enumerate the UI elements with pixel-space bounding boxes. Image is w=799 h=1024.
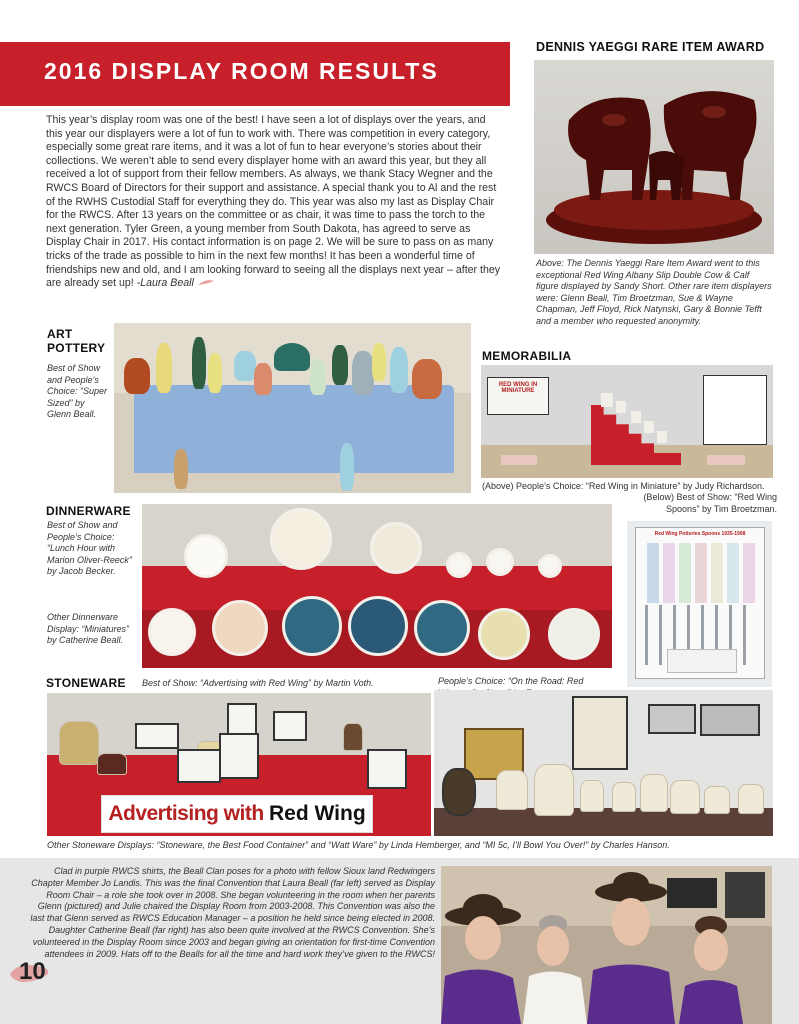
- art-pottery-heading-line1: ART: [47, 327, 73, 341]
- art-pottery-caption: Best of Show and People’s Choice: “Super Sized” by Glenn Beall.: [47, 363, 108, 419]
- page-title: 2016 DISPLAY ROOM RESULTS: [44, 58, 439, 84]
- title-banner: [0, 42, 510, 106]
- award-photo: [534, 60, 774, 254]
- cow-calf-figure: [534, 60, 774, 254]
- stoneware-peoples-caption: People’s Choice: “On the Road: Red: [438, 676, 584, 686]
- page-number-badge: [8, 958, 52, 984]
- memorabilia-photo: [481, 365, 773, 478]
- other-stoneware-caption: Other Stoneware Displays: “Stoneware, the Best Food Container” and “Watt Ware” by Linda Hemberger, and “MI 5c, I’ll Bowl You Over!” by Charles Hanson.: [47, 840, 670, 850]
- footer-caption: Clad in purple RWCS shirts, the Beall Clan poses for a photo with fellow Sioux land Redwingers Chapter Member Jo Landis. This was the final Convention that Laura Beall (far left) served as Display Room Chair – a role she took over in 2008. She began volunteering in the room when her parents Glenn (pictured) and Julie chaired the Display Room from 2003-2008. This Convention was also the last that Glenn served as RWCS Education Manager – a position he held since being elected in 2008. Daughter Catherine Beall (far right) has also been quite involved at the RWCS Convention. She’s volunteered in the Display Room since 2003 and began giving an orientation for first-time Convention attendees in 2009. Hats off to the Bealls for all the time and hard work they’ve given to the RWCS!: [30, 866, 435, 959]
- award-heading: DENNIS YAEGGI RARE ITEM AWARD: [536, 40, 765, 54]
- stoneware-best-photo: [47, 693, 431, 836]
- intro-signature: -Laura Beall: [136, 277, 194, 290]
- dinnerware-photo: [142, 504, 612, 668]
- stoneware-banner-text-2: Red Wing: [269, 802, 366, 825]
- intro-text: This year’s display room was one of the best! I have seen a lot of displays over the years, and this year our displayers were a lot of fun to work with. There was competition in every category, especially some great rare items, and it was a lot of fun to hear everyone’s stories about their collections. We weren’t able to send every displayer home with an award this year, but they all received a lot of support from their fellow members. As always, we thank Stacy Wegner and the RWCS Board of Directors for their support and assistance. A special thank you to Al and the rest of the RWHS Custodial Staff for everything they do. This year was also my last as Display Chair for the RWCS. After 13 years on the committee or as chair, it was time to pass the torch to the next generation. Tyler Green, a young member from South Dakota, has agreed to serve as Display Chair in 2017. His contact information is on page 2. We will be sure to pass on as many tricks of the trade as possible to him in the next few months! It has been a wonderful time of friendships new and old, and I am looking forward to seeing all the displays next year – after they are already set up!: [46, 114, 501, 290]
- stoneware-best-caption: Best of Show: “Advertising with Red Wing” by Martin Voth.: [142, 678, 374, 688]
- intro-article: [46, 114, 502, 291]
- feather-icon: [197, 279, 215, 287]
- stoneware-banner-text-1: Advertising with: [108, 802, 270, 825]
- spoons-board-title: Red Wing Potteries Spoons 1935-1968: [654, 531, 746, 537]
- art-pottery-heading: [47, 327, 105, 355]
- dinnerware-caption-1: Best of Show and People’s Choice: “Lunch Hour with Marion Oliver-Reeck” by Jacob Becker.: [47, 520, 132, 576]
- family-figures: [441, 866, 772, 1024]
- art-pottery-heading-line2: POTTERY: [47, 341, 106, 355]
- memorabilia-heading: MEMORABILIA: [482, 349, 572, 363]
- page-number: 10: [19, 958, 46, 985]
- dinnerware-caption-2: Other Dinnerware Display: “Miniatures” by Catherine Beall.: [47, 612, 130, 645]
- stoneware-banner: [101, 795, 373, 833]
- memorabilia-caption: (Above) People’s Choice: “Red Wing in Miniature” by Judy Richardson.: [482, 481, 765, 491]
- beall-family-photo: [441, 866, 772, 1024]
- award-caption: Above: The Dennis Yaeggi Rare Item Award went to this exceptional Red Wing Albany Slip Double Cow & Calf figure displayed by Sandy Short. Other rare item displayers were: Glenn Beall, Tim Broetzman, Sue & Wayne Chapman, Jeff Floyd, Rick Natynski, Gary & Bonnie Tefft and a member who requested anonymity.: [536, 258, 772, 326]
- dinnerware-heading: DINNERWARE: [46, 504, 131, 518]
- art-pottery-photo: [114, 323, 471, 493]
- spoons-photo: [627, 521, 772, 687]
- spoons-caption: (Below) Best of Show: “Red Wing Spoons” by Tim Broetzman.: [643, 492, 777, 514]
- stoneware-peoples-photo: [434, 690, 773, 836]
- stoneware-heading: STONEWARE: [46, 676, 126, 690]
- miniature-sign: RED WING IN MINIATURE: [487, 377, 549, 415]
